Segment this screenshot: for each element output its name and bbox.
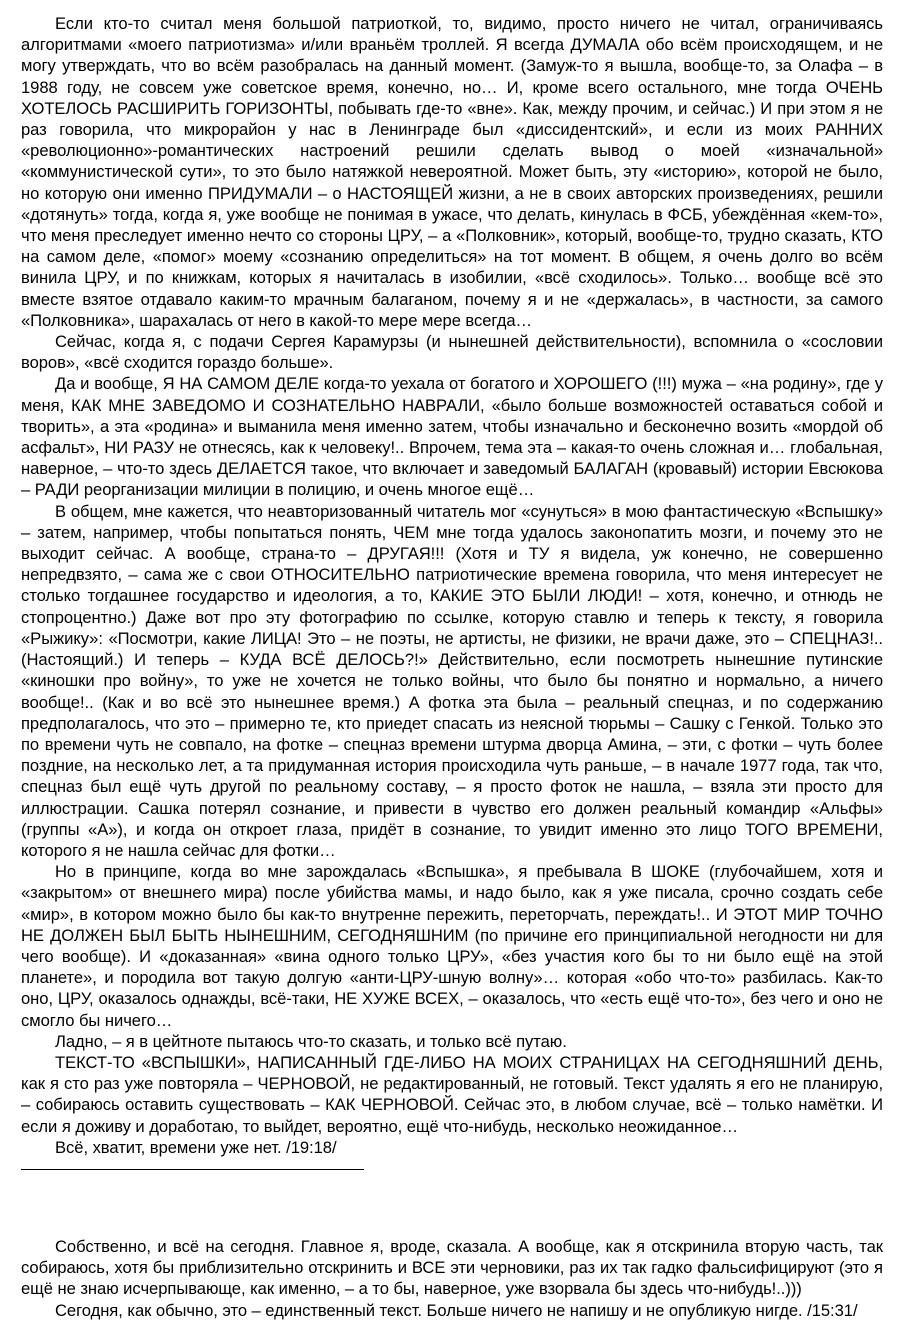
paragraph: Но в принципе, когда во мне зарождалась «Вспышка», я пребывала В ШОКЕ (глубочайшем, хотя и «закрытом» от внешнего мира) после убийства мамы, и надо было, как я уже писала, срочно создать себе «мир», в котором можно было бы как-то внутренне пережить, переторчать, переждать!.. И ЭТОТ МИР ТОЧНО НЕ ДОЛЖЕН БЫЛ БЫТЬ НЫНЕШНИМ, СЕГОДНЯШНИМ (по причине его принципиальной негодности ни для чего вообще). И «доказанная» «вина одного только ЦРУ», «без участия кого бы то ни было ещё на этой планете», и породила вот такую долгую «анти-ЦРУ-шную волну»… которая «обо что-то» разбилась. Как-то оно, ЦРУ, оказалось однажды, всё-таки, НЕ ХУЖЕ ВСЕХ, – оказалось, что «есть ещё что-то», без чего и оно не смогло бы ничего…	[21, 862, 883, 1030]
paragraph: Да и вообще, Я НА САМОМ ДЕЛЕ когда-то уехала от богатого и ХОРОШЕГО (!!!) мужа – «на родину», где у меня, КАК МНЕ ЗАВЕДОМО И СОЗНАТЕЛЬНО НАВРАЛИ, «было больше возможностей оставаться собой и творить», а эта «родина» и выманила меня именно затем, чтобы изначально и бесконечно возить «мордой об асфальт», НИ РАЗУ не отнесясь, как к человеку!.. Впрочем, тема эта – какая-то очень сложная и… глобальная, наверное, – что-то здесь ДЕЛАЕТСЯ такое, что включает и заведомый БАЛАГАН (кровавый) истории Евсюкова – РАДИ реорганизации милиции в полицию, и очень многое ещё…	[21, 374, 883, 500]
post-section-1	[21, 13, 883, 1158]
paragraph: Ладно, – я в цейтноте пытаюсь что-то сказать, и только всё путаю.	[55, 1031, 567, 1051]
spacer	[21, 1170, 883, 1236]
post-section-2	[21, 1236, 883, 1321]
paragraph: Сегодня, как обычно, это – единственный текст. Больше ничего не напишу и не опубликую нигде. /15:31/	[55, 1300, 858, 1320]
document-page	[21, 13, 883, 1321]
paragraph: В общем, мне кажется, что неавторизованный читатель мог «сунуться» в мою фантастическую «Вспышку» – затем, например, чтобы попытаться понять, ЧЕМ мне тогда удалось законопатить мозги, и почему это не выходит сейчас. А вообще, страна-то – ДРУГАЯ!!! (Хотя и ТУ я видела, уж конечно, не совершенно непредвзято, – сама же с свои ОТНОСИТЕЛЬНО патриотические времена говорила, что меня интересует не столько тогдашнее государство и идеология, а то, КАКИЕ ЭТО БЫЛИ ЛЮДИ! – хотя, конечно, и отнюдь не стопроцентно.) Даже вот про эту фотографию по ссылке, которую ставлю и теперь к тексту, я говорила «Рыжику»: «Посмотри, какие ЛИЦА! Это – не поэты, не артисты, не физики, не врачи даже, это – СПЕЦНАЗ!.. (Настоящий.) И теперь – КУДА ВСЁ ДЕЛОСЬ?!» Действительно, если посмотреть нынешние путинские «киношки про войну», то уже не хочется не только войны, что было бы понятно и нормально, а ничего вообще!.. (Как и во всё это нынешнее время.) А фотка эта была – реальный спецназ, и по содержанию предполагалось, что это – примерно те, кто приедет спасать из неясной тюрьмы – Сашку с Генкой. Только это по времени чуть не совпало, на фотке – спецназ времени штурма дворца Амина, – эти, с фотки – чуть более поздние, на несколько лет, а та придуманная история происходила чуть раньше, – в начале 1977 года, так что, спецназ был ещё чуть другой по реальному составу, – я просто фоток не нашла, – взяла эти просто для иллюстрации. Сашка потерял сознание, и привести в чувство его должен реальный командир «Альфы» (группы «А»), и когда он откроет глаза, придёт в сознание, то увидит именно это лицо ТОГО ВРЕМЕНИ, которого я не нашла сейчас для фотки…	[21, 501, 883, 860]
paragraph: Собственно, и всё на сегодня. Главное я, вроде, сказала. А вообще, как я отскринила вторую часть, так собираюсь, хотя бы приблизительно отскринить и ВСЕ эти черновики, раз их так гадко фальсифицируют (это я ещё не знаю исчерпывающе, как именно, – а то бы, наверное, уже взорвала бы здесь что-нибудь!..)))	[21, 1236, 883, 1299]
paragraph: Всё, хватит, времени уже нет. /19:18/	[55, 1137, 337, 1157]
paragraph: Сейчас, когда я, с подачи Сергея Карамурзы (и нынешней действительности), вспомнила о «сословии воров», «всё сходится гораздо больше».	[21, 332, 883, 373]
paragraph: ТЕКСТ-ТО «ВСПЫШКИ», НАПИСАННЫЙ ГДЕ-ЛИБО НА МОИХ СТРАНИЦАХ НА СЕГОДНЯШНИЙ ДЕНЬ, как я сто раз уже повторяла – ЧЕРНОВОЙ, не редактированный, не готовый. Текст удалять я его не планирую, – собираюсь оставить существовать – КАК ЧЕРНОВОЙ. Сейчас это, в любом случае, всё – только намётки. И если я доживу и доработаю, то выйдет, вероятно, ещё что-нибудь, несколько неожиданное…	[21, 1052, 883, 1136]
paragraph: Если кто-то считал меня большой патриоткой, то, видимо, просто ничего не читал, ограничиваясь алгоритмами «моего патриотизма» и/или враньём троллей. Я всегда ДУМАЛА обо всём происходящем, и не могу утверждать, что во всём разобралась на данный момент. (Замуж-то я вышла, вообще-то, за Олафа – в 1988 году, не совсем уже советское время, конечно, но… И, кроме всего остального, мне тогда ОЧЕНЬ ХОТЕЛОСЬ РАСШИРИТЬ ГОРИЗОНТЫ, побывать где-то «вне». Как, между прочим, и сейчас.) И при этом я не раз говорила, что микрорайон у нас в Ленинграде был «диссидентский», и если из моих РАННИХ «революционно»-романтических настроений решили сделать вывод о моей «изначальной» «коммунистической сути», то это было натяжкой невероятной. Может быть, эту «историю», которой не было, но которую они именно ПРИДУМАЛИ – о НАСТОЯЩЕЙ жизни, а не в своих авторских произведениях, решили «дотянуть» тогда, когда я, уже вообще не понимая в ужасе, что делать, кинулась в ФСБ, убеждённая «кем-то», что меня преследует именно нечто со стороны ЦРУ, – а «Полковник», который, вообще-то, трудно сказать, КТО на самом деле, «помог» моему «сознанию определиться» на тот момент. В общем, я очень долго во всём винила ЦРУ, и по книжкам, которых я начиталась в изобилии, «всё сходилось». Только… вообще всё это вместе взятое отдавало каким-то мрачным балаганом, почему я и не «держалась», в частности, за самого «Полковника», шарахалась от него в какой-то мере мере всегда…	[21, 14, 883, 330]
